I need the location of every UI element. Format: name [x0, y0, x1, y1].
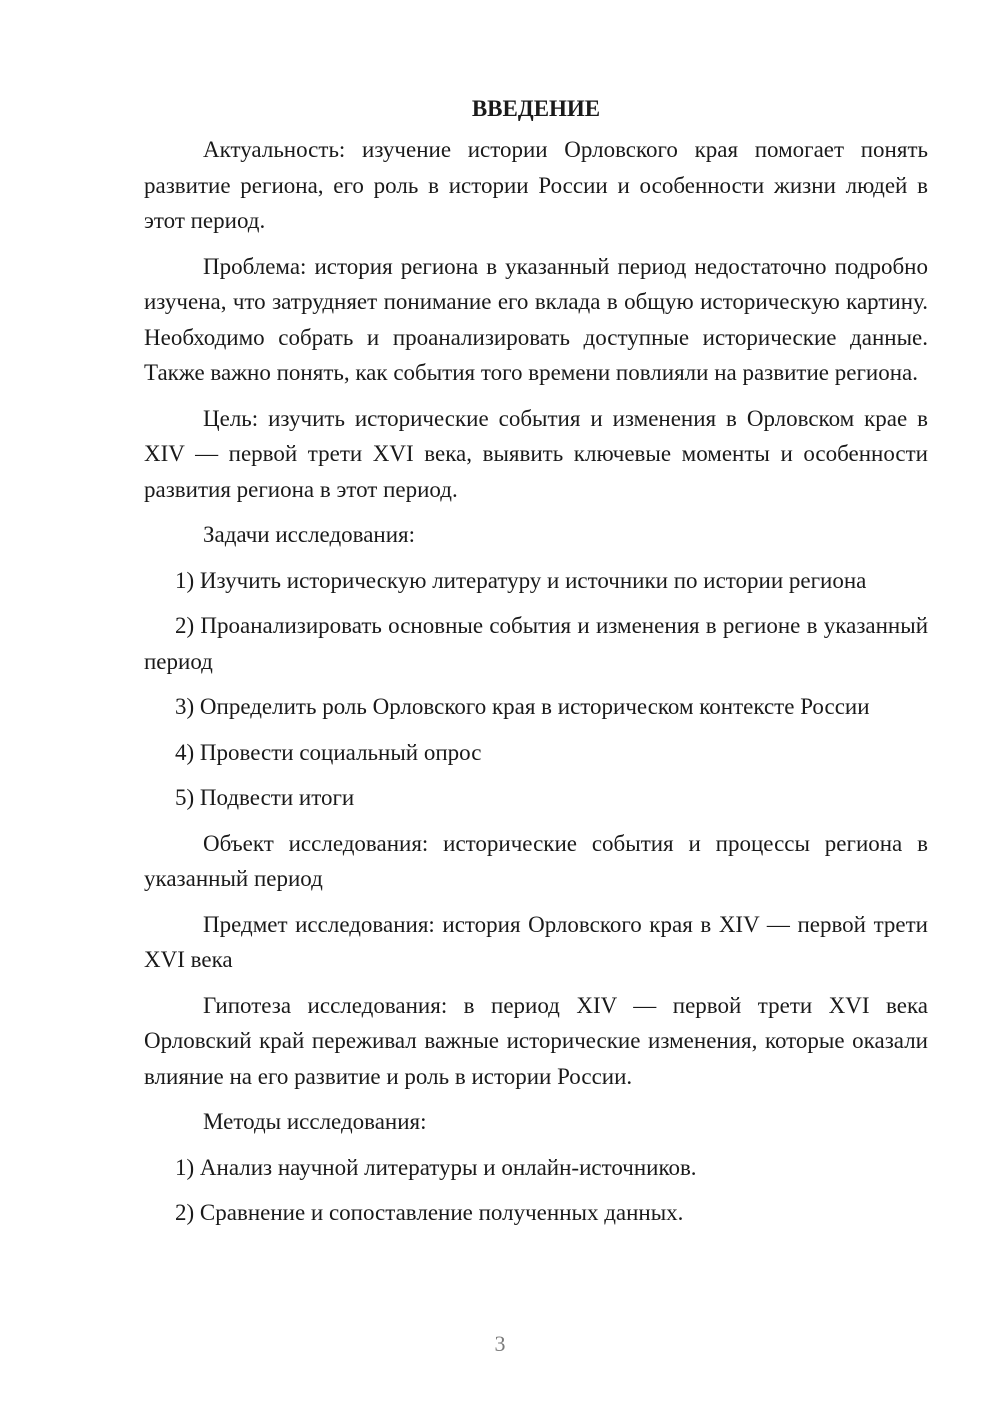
task-item: 4) Провести социальный опрос: [175, 739, 482, 765]
problem-paragraph: Проблема: история региона в указанный период недостаточно подробно изучена, что затрудняет понимание его вклада в общую историческую картину. Необходимо собрать и проанализировать доступные исторические данные. Также важно понять, как события того времени повлияли на развитие региона.: [144, 253, 928, 385]
goal-paragraph: Цель: изучить исторические события и изменения в Орловском крае в XIV — первой трети XVI века, выявить ключевые моменты и особенности развития региона в этот период.: [144, 405, 928, 502]
method-item: 1) Анализ научной литературы и онлайн-источников.: [175, 1154, 697, 1180]
task-item: 5) Подвести итоги: [175, 785, 355, 810]
document-page: [144, 92, 928, 1241]
task-item: 1) Изучить историческую литературу и источники по истории региона: [175, 567, 867, 593]
methods-heading: Методы исследования:: [203, 1109, 427, 1134]
object-paragraph: Объект исследования: исторические события и процессы региона в указанный период: [144, 830, 928, 891]
tasks-heading: Задачи исследования:: [203, 522, 416, 547]
task-item: 2) Проанализировать основные события и изменения в регионе в указанный период: [144, 613, 928, 674]
section-heading: ВВЕДЕНИЕ: [471, 96, 601, 121]
relevance-paragraph: Актуальность: изучение истории Орловского края помогает понять развитие региона, его роль в истории России и особенности жизни людей в этот период.: [144, 137, 928, 233]
method-item: 2) Сравнение и сопоставление полученных данных.: [175, 1200, 684, 1225]
task-item: 3) Определить роль Орловского края в историческом контексте России: [175, 694, 870, 719]
subject-paragraph: Предмет исследования: история Орловского края в XIV — первой трети XVI века: [144, 911, 928, 972]
hypothesis-paragraph: Гипотеза исследования: в период XIV — первой трети XVI века Орловский край переживал важные исторические изменения, которые оказали влияние на его развитие и роль в истории России.: [144, 992, 928, 1089]
page-number: 3: [494, 1331, 506, 1356]
